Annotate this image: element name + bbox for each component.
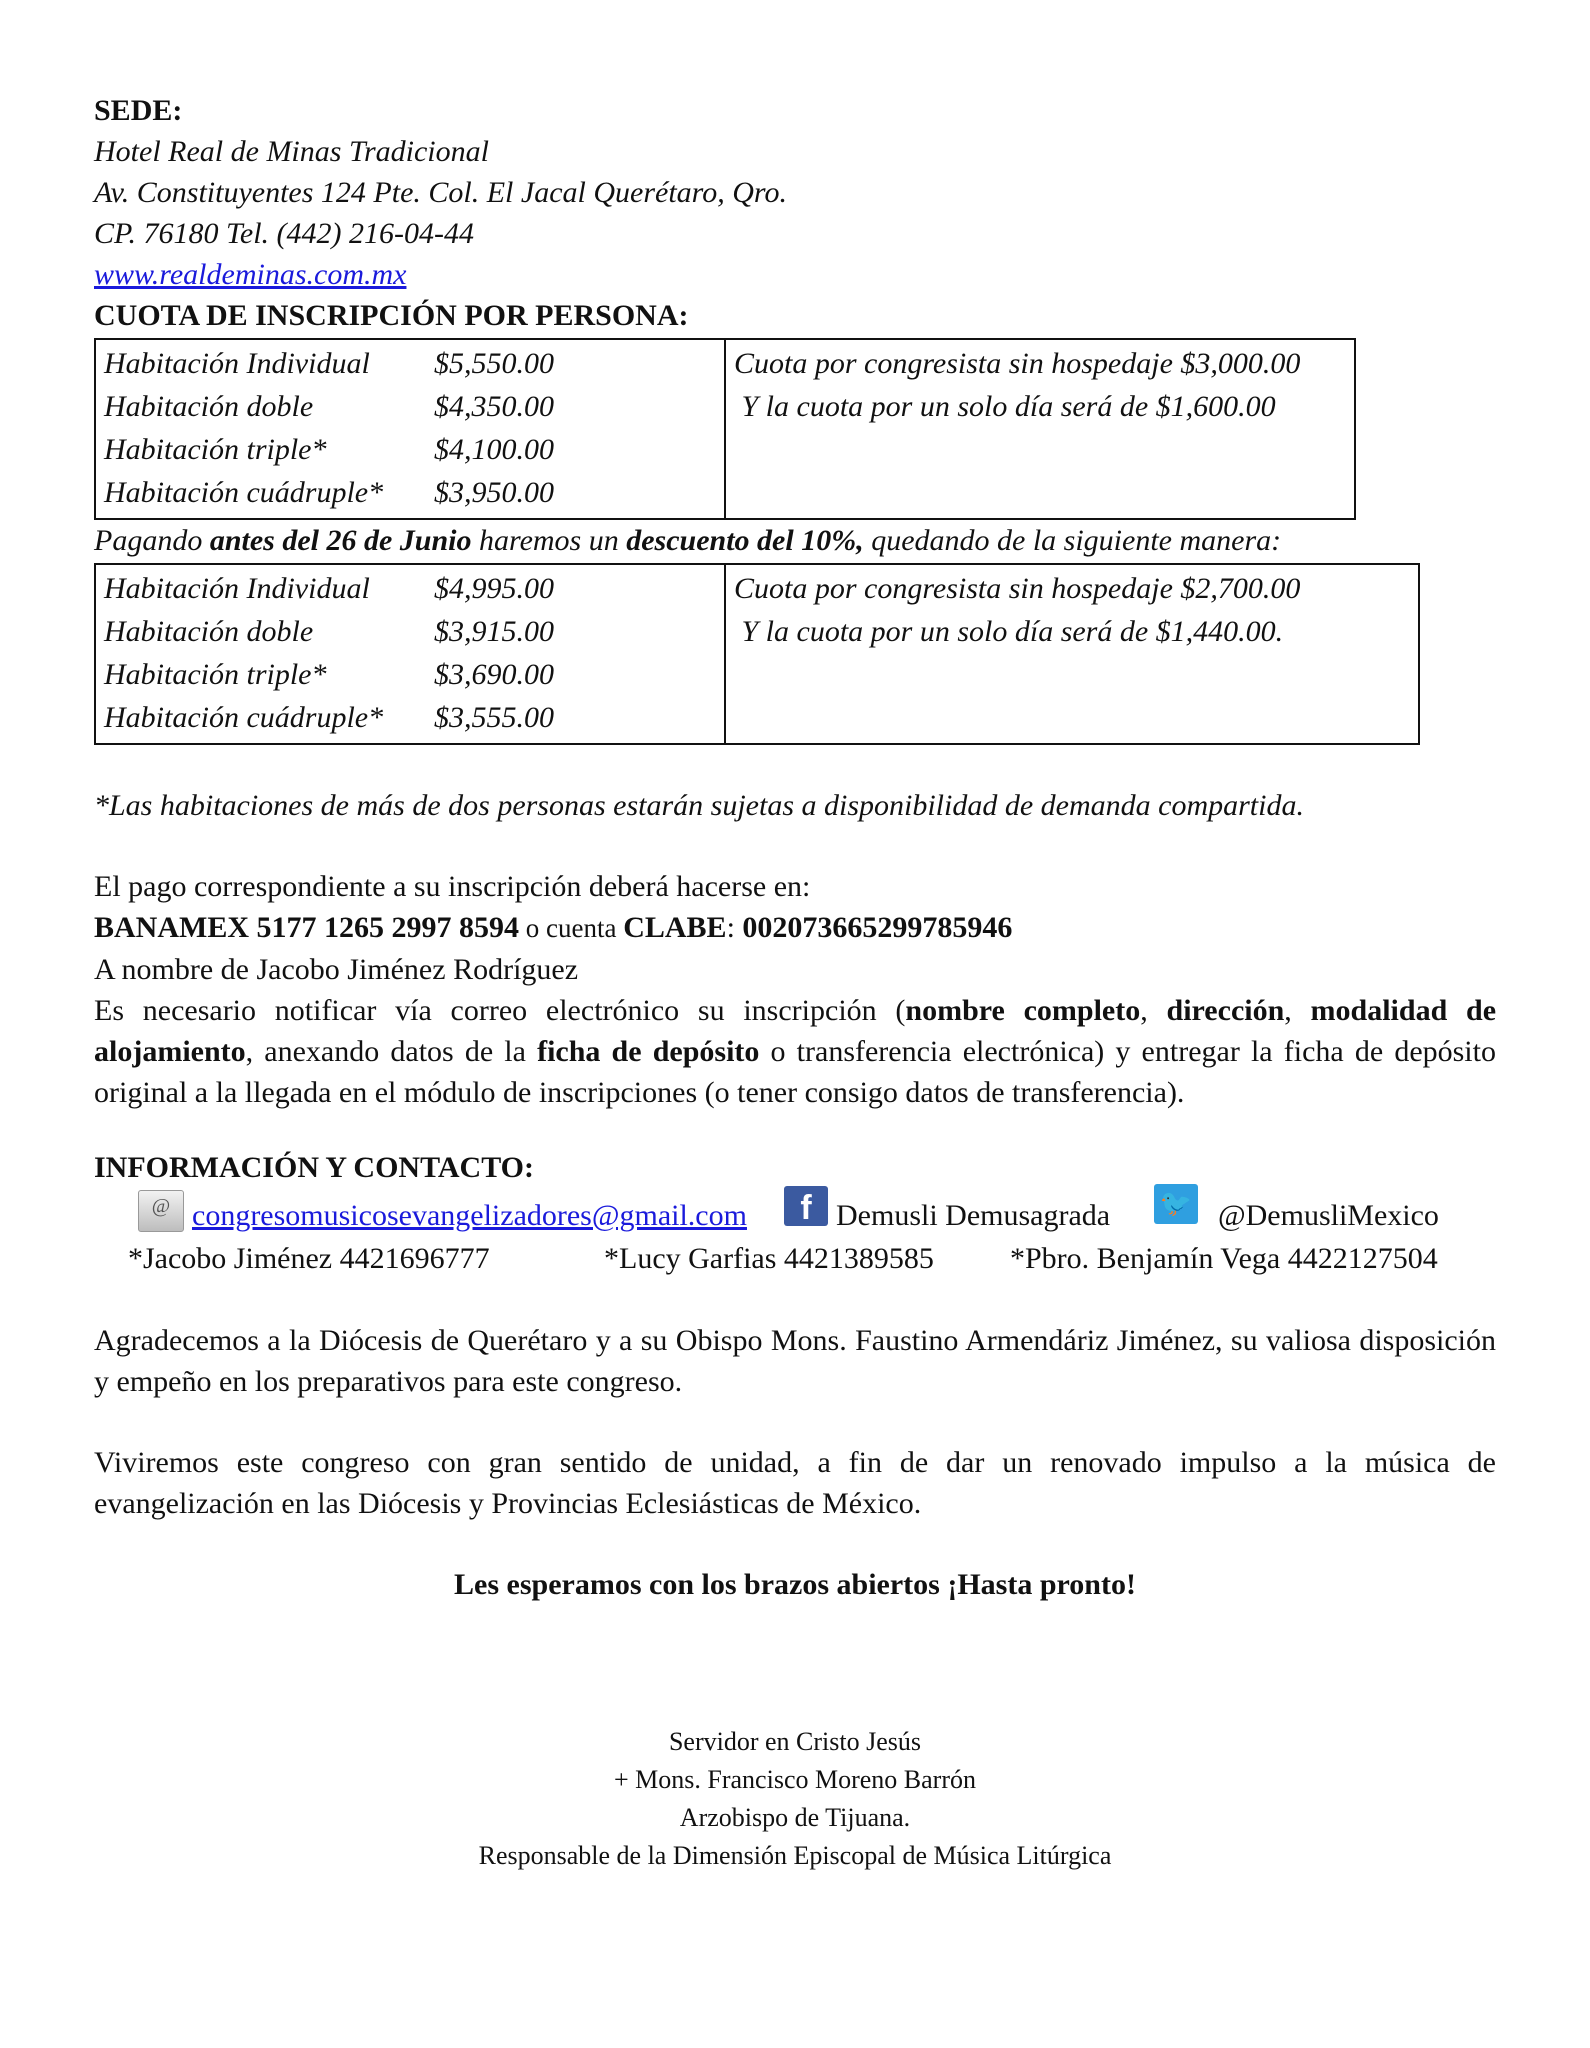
room-row: Habitación doble $3,915.00 [104, 615, 554, 648]
room-row: Habitación doble $4,350.00 [104, 390, 554, 423]
room-row: Habitación triple* $3,690.00 [104, 658, 554, 691]
fee-rooms-cell [95, 339, 725, 519]
room-row: Habitación Individual $4,995.00 [104, 572, 554, 605]
discount-line: Pagando antes del 26 de Junio haremos un descuento del 10%, quedando de la siguiente manera: [94, 524, 1282, 557]
discount-rooms-cell [95, 564, 725, 744]
phone-jacobo: *Jacobo Jiménez 4421696777 [128, 1242, 490, 1275]
hotel-cp-tel: CP. 76180 Tel. (442) 216-04-44 [94, 217, 475, 250]
contact-heading: INFORMACIÓN Y CONTACTO: [94, 1151, 534, 1184]
facebook-name: Demusli Demusagrada [836, 1199, 1111, 1232]
email-link[interactable]: congresomusicosevangelizadores@gmail.com [192, 1199, 747, 1232]
thanks-paragraph: Agradecemos a la Diócesis de Querétaro y a su Obispo Mons. Faustino Armendáriz Jiménez, su valiosa disposición y empeño en los preparativos para este congreso. [94, 1324, 1496, 1398]
closing-line: Les esperamos con los brazos abiertos ¡Hasta pronto! [454, 1568, 1136, 1601]
phone-lucy: *Lucy Garfias 4421389585 [604, 1242, 934, 1275]
contact-phones [94, 1238, 1496, 1280]
account-holder: A nombre de Jacobo Jiménez Rodríguez [94, 953, 579, 986]
room-row: Habitación Individual $5,550.00 [104, 347, 554, 380]
contact-channels [94, 1189, 1496, 1238]
fee-other-cell [725, 339, 1355, 519]
signature-block [94, 1723, 1496, 1875]
room-row: Habitación triple* $4,100.00 [104, 433, 554, 466]
document-page [94, 90, 1496, 1875]
fee-one-day: Y la cuota por un solo día será de $1,600.00 [734, 390, 1276, 423]
availability-note: *Las habitaciones de más de dos personas estarán sujetas a disponibilidad de demanda compartida. [94, 789, 1304, 822]
notification-paragraph: Es necesario notificar vía correo electrónico su inscripción (nombre completo, dirección, modalidad de alojamiento, anexando datos de la ficha de depósito o transferencia electrónica) y entregar la ficha de depósito original a la llegada en el módulo de inscripciones (o tener consigo datos de transferencia). [94, 994, 1497, 1109]
mail-icon: @ [138, 1190, 184, 1232]
phone-benjamin: *Pbro. Benjamín Vega 4422127504 [1010, 1242, 1438, 1275]
signature-line-4: Responsable de la Dimensión Episcopal de Música Litúrgica [478, 1841, 1112, 1870]
signature-line-1: Servidor en Cristo Jesús [668, 1727, 922, 1756]
unity-paragraph: Viviremos este congreso con gran sentido de unidad, a fin de dar un renovado impulso a la música de evangelización en las Diócesis y Provincias Eclesiásticas de México. [94, 1446, 1496, 1520]
twitter-handle: @DemusliMexico [1218, 1199, 1439, 1232]
room-row: Habitación cuádruple* $3,555.00 [104, 701, 554, 734]
room-row: Habitación cuádruple* $3,950.00 [104, 476, 554, 509]
discount-fee-table [94, 563, 1420, 745]
discount-other-cell [725, 564, 1419, 744]
facebook-icon: f [784, 1186, 828, 1226]
payment-intro: El pago correspondiente a su inscripción deberá hacerse en: [94, 870, 811, 903]
fee-no-lodging: Cuota por congresista sin hospedaje $3,000.00 [734, 347, 1301, 380]
hotel-website-link[interactable]: www.realdeminas.com.mx [94, 258, 407, 291]
hotel-name: Hotel Real de Minas Tradicional [94, 135, 489, 168]
signature-line-2: + Mons. Francisco Moreno Barrón [614, 1765, 976, 1794]
fee-table [94, 338, 1356, 520]
sede-heading: SEDE: [94, 94, 183, 127]
signature-line-3: Arzobispo de Tijuana. [679, 1803, 911, 1832]
cuota-heading: CUOTA DE INSCRIPCIÓN POR PERSONA: [94, 299, 689, 332]
discount-one-day: Y la cuota por un solo día será de $1,440.00. [734, 615, 1284, 648]
hotel-address: Av. Constituyentes 124 Pte. Col. El Jacal Querétaro, Qro. [94, 176, 787, 209]
bank-account-line: BANAMEX 5177 1265 2997 8594 o cuenta CLABE: 002073665299785946 [94, 911, 1013, 944]
discount-no-lodging: Cuota por congresista sin hospedaje $2,700.00 [734, 572, 1301, 605]
twitter-icon: 🐦 [1154, 1184, 1198, 1224]
